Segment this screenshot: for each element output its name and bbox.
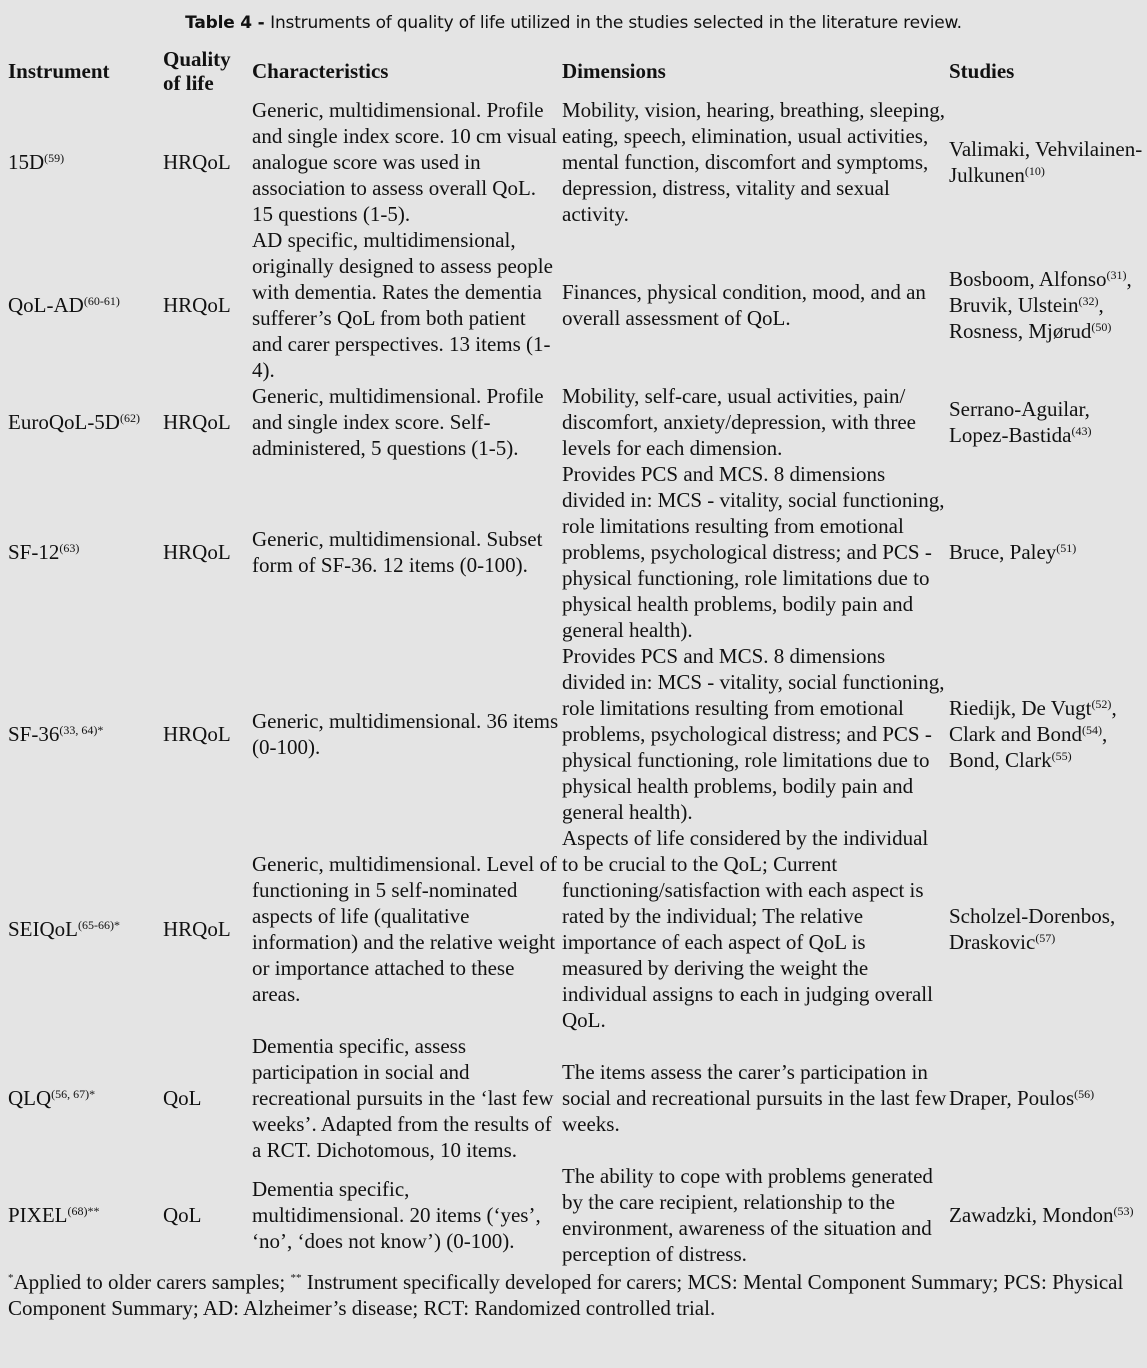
cell-quality-of-life: HRQoL (163, 540, 231, 564)
instrument-reference: (62) (119, 411, 140, 425)
cell-characteristics: Generic, multidimensional. Subset form of SF-36. 12 items (0-100). (252, 527, 543, 577)
study-reference: (51) (1056, 541, 1077, 555)
study-authors: Scholzel-Dorenbos, Draskovic (949, 904, 1116, 954)
instrument-reference: (59) (44, 151, 65, 165)
study-reference: (31) (1106, 268, 1127, 282)
cell-instrument (8, 1033, 163, 1163)
study-citation (949, 696, 1117, 720)
study-citation (949, 904, 1115, 954)
cell-instrument (8, 643, 163, 825)
cell-studies (949, 825, 1147, 1033)
instrument-reference: (68)** (67, 1204, 100, 1218)
cell-dimensions: Finances, physical condition, mood, and an overall assessment of QoL. (562, 280, 926, 330)
instrument-name: PIXEL (8, 1203, 68, 1227)
instrument-name: SF-36 (8, 722, 60, 746)
cell-studies (949, 227, 1147, 383)
study-citation (949, 722, 1107, 746)
table-body (8, 97, 1147, 1267)
study-reference: (53) (1113, 1204, 1134, 1218)
cell-dimensions: The ability to cope with problems generated by the care recipient, relationship to the environment, awareness of the situation and perception of distress. (562, 1164, 933, 1266)
study-separator: , (1098, 293, 1104, 317)
study-citation (949, 1086, 1094, 1110)
instrument-name: QLQ (8, 1086, 52, 1110)
cell-studies (949, 1163, 1147, 1267)
study-authors: Draper, Poulos (949, 1086, 1075, 1110)
cell-instrument (8, 825, 163, 1033)
study-authors: Clark and Bond (949, 722, 1082, 746)
study-authors: Serrano-Aguilar, Lopez-Bastida (949, 397, 1090, 447)
study-reference: (43) (1071, 424, 1092, 438)
instruments-table (8, 43, 1147, 1267)
table-row (8, 643, 1147, 825)
cell-studies (949, 643, 1147, 825)
footnote-double-asterisk: ** (290, 1272, 302, 1284)
study-authors: Bosboom, Alfonso (949, 267, 1107, 291)
footnote-part2: Instrument specifically developed for carers; MCS: Mental Component Summary; PCS: Physical Component Summary; AD: Alzheimer’s disease; RCT: Randomized controlled trial. (8, 1270, 1124, 1320)
study-separator: , (1101, 722, 1108, 746)
study-authors: Zawadzki, Mondon (949, 1203, 1114, 1227)
study-reference: (50) (1091, 320, 1112, 334)
table-row (8, 97, 1147, 227)
study-authors: Riedijk, De Vugt (949, 696, 1092, 720)
study-reference: (57) (1035, 931, 1056, 945)
cell-studies (949, 97, 1147, 227)
study-reference: (55) (1051, 749, 1072, 763)
study-citation (949, 319, 1111, 343)
header-studies: Studies (949, 59, 1015, 83)
table-row (8, 825, 1147, 1033)
header-dimensions: Dimensions (562, 59, 666, 83)
instrument-name: QoL-AD (8, 293, 84, 317)
cell-studies (949, 461, 1147, 643)
cell-studies (949, 1033, 1147, 1163)
table-row (8, 461, 1147, 643)
cell-dimensions: Mobility, vision, hearing, breathing, sleeping, eating, speech, elimination, usual activities, mental function, discomfort and symptoms, depression, distress, vitality and sexual activity. (562, 98, 945, 226)
study-citation (949, 1203, 1133, 1227)
study-reference: (54) (1081, 723, 1102, 737)
footnote-asterisk: * (8, 1272, 14, 1284)
study-reference: (52) (1091, 697, 1112, 711)
study-citation (949, 293, 1104, 317)
instrument-reference: (56, 67)* (51, 1087, 96, 1101)
cell-quality-of-life: QoL (163, 1203, 202, 1227)
cell-characteristics: Dementia specific, assess participation in social and recreational pursuits in the ‘last few weeks’. Adapted from the results of a RCT. Dichotomous, 10 items. (252, 1034, 554, 1162)
instrument-name: SF-12 (8, 540, 60, 564)
study-authors: Rosness, Mjørud (949, 319, 1092, 343)
cell-characteristics: Generic, multidimensional. Profile and single index score. 10 cm visual analogue score was used in association to assess overall QoL. 15 questions (1-5). (252, 98, 558, 226)
cell-instrument (8, 461, 163, 643)
instrument-reference: (33, 64)* (59, 723, 104, 737)
instrument-reference: (63) (59, 541, 80, 555)
cell-quality-of-life: QoL (163, 1086, 202, 1110)
cell-dimensions: The items assess the carer’s participation in social and recreational pursuits in the last few weeks. (562, 1060, 947, 1136)
cell-instrument (8, 383, 163, 461)
study-separator: , (1111, 696, 1117, 720)
cell-instrument (8, 227, 163, 383)
cell-dimensions: Provides PCS and MCS. 8 dimensions divided in: MCS - vitality, social functioning, role limitations resulting from emotional problems, psychological distress; and PCS - physical functioning, role limitations due to physical health problems, bodily pain and general health). (562, 644, 945, 824)
study-reference: (10) (1024, 164, 1045, 178)
study-reference: (32) (1078, 294, 1099, 308)
table-header-row (8, 43, 1147, 97)
table-caption (0, 0, 1147, 43)
cell-studies (949, 383, 1147, 461)
study-reference: (56) (1074, 1087, 1095, 1101)
header-instrument: Instrument (8, 59, 110, 83)
study-separator: , (1126, 267, 1132, 291)
cell-instrument (8, 97, 163, 227)
cell-quality-of-life: HRQoL (163, 722, 231, 746)
instrument-name: EuroQoL-5D (8, 410, 120, 434)
table-row (8, 1163, 1147, 1267)
cell-characteristics: AD specific, multidimensional, originally designed to assess people with dementia. Rates the dementia sufferer’s QoL from both patient and carer perspectives. 13 items (1-4). (252, 228, 553, 382)
cell-quality-of-life: HRQoL (163, 293, 231, 317)
instrument-reference: (60-61) (83, 294, 120, 308)
cell-characteristics: Dementia specific, multidimensional. 20 items (‘yes’, ‘no’, ‘does not know’) (0-100). (252, 1177, 541, 1253)
study-authors: Valimaki, Vehvilainen-Julkunen (949, 137, 1143, 187)
table-row (8, 227, 1147, 383)
instrument-reference: (65-66)* (78, 918, 120, 932)
study-citation (949, 540, 1076, 564)
cell-characteristics: Generic, multidimensional. Profile and single index score. Self-administered, 5 questions (1-5). (252, 384, 544, 460)
table-row (8, 383, 1147, 461)
study-authors: Bruvik, Ulstein (949, 293, 1079, 317)
study-authors: Bond, Clark (949, 748, 1052, 772)
cell-dimensions: Mobility, self-care, usual activities, pain/ discomfort, anxiety/depression, with three levels for each dimension. (562, 384, 916, 460)
cell-instrument (8, 1163, 163, 1267)
table-footnote (8, 1267, 1147, 1321)
caption-label: Table 4 - (185, 13, 271, 33)
cell-characteristics: Generic, multidimensional. Level of functioning in 5 self-nominated aspects of life (qualitative information) and the relative weight or importance attached to these areas. (252, 852, 557, 1006)
caption-text: Instruments of quality of life utilized in the studies selected in the literature review. (270, 13, 962, 33)
study-citation (949, 397, 1091, 447)
study-authors: Bruce, Paley (949, 540, 1057, 564)
cell-quality-of-life: HRQoL (163, 410, 231, 434)
cell-quality-of-life: HRQoL (163, 917, 231, 941)
table-row (8, 1033, 1147, 1163)
study-citation (949, 137, 1142, 187)
instrument-name: 15D (8, 150, 45, 174)
header-quality-of-life: Quality of life (163, 47, 231, 95)
header-characteristics: Characteristics (252, 59, 389, 83)
cell-dimensions: Provides PCS and MCS. 8 dimensions divided in: MCS - vitality, social functioning, role limitations resulting from emotional problems, psychological distress; and PCS - physical functioning, role limitations due to physical health problems, bodily pain and general health). (562, 462, 945, 642)
instrument-name: SEIQoL (8, 917, 78, 941)
footnote-part1: Applied to older carers samples; (13, 1270, 291, 1294)
study-citation (949, 748, 1072, 772)
study-citation (949, 267, 1132, 291)
cell-quality-of-life: HRQoL (163, 150, 231, 174)
cell-dimensions: Aspects of life considered by the individual to be crucial to the QoL; Current functioning/satisfaction with each aspect is rated by the individual; The relative importance of each aspect of QoL is measured by deriving the weight the individual assigns to each in judging overall QoL. (562, 826, 933, 1032)
cell-characteristics: Generic, multidimensional. 36 items (0-100). (252, 709, 559, 759)
